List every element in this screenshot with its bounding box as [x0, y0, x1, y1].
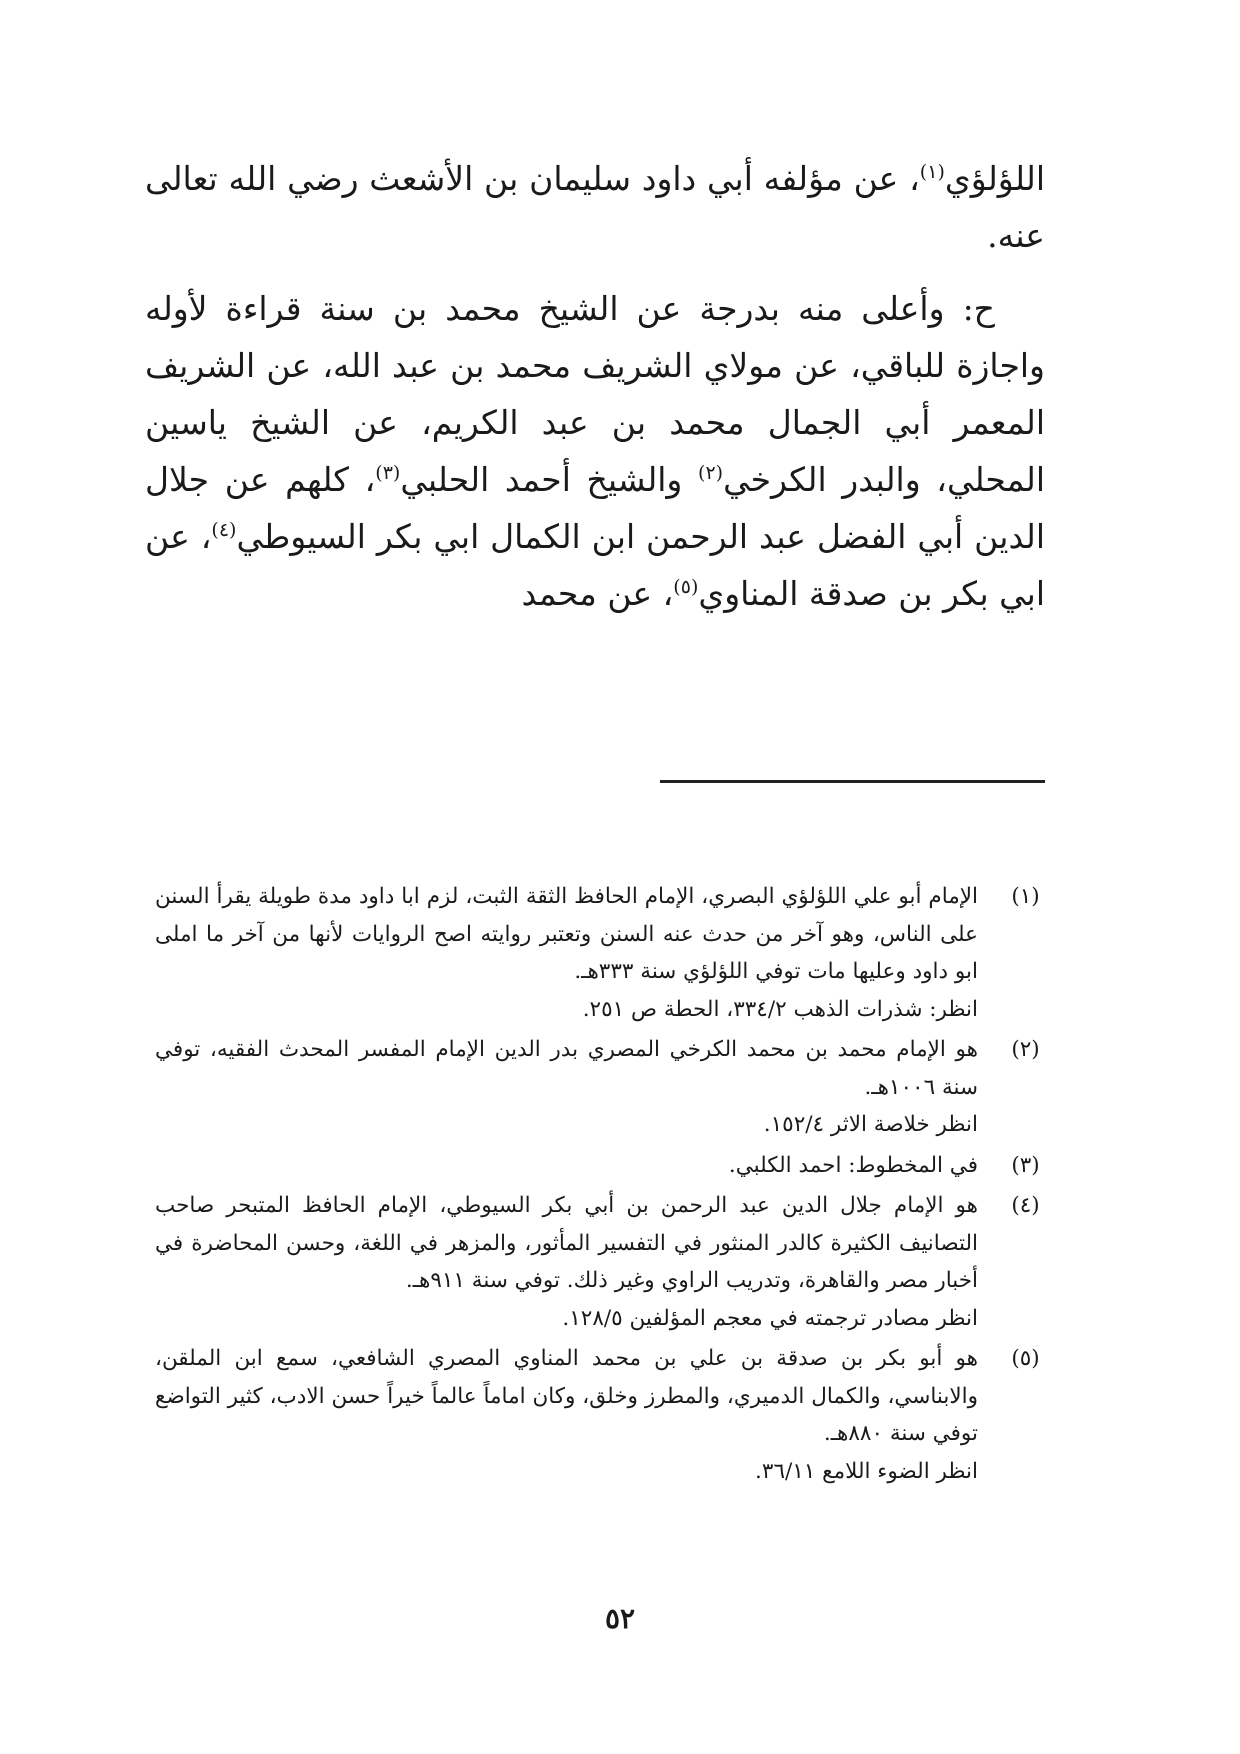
- text-segment: والشيخ أحمد الحلبي: [400, 460, 699, 499]
- footnote-4: [155, 1187, 1048, 1337]
- text-segment: ح: وأعلى منه بدرجة عن الشيخ محمد بن سنة قراءة لأوله واجازة للباقي، عن مولاي الشريف محمد بن عبد الله، عن الشريف المعمر أبي الجمال محمد بن عبد الكريم، عن الشيخ ياسين المحلي، والبدر الكرخي: [145, 289, 1045, 499]
- footnote-text: في المخطوط: احمد الكلبي.: [728, 1152, 978, 1178]
- footnote-ref: (٣): [375, 462, 401, 484]
- footnote-number: (٥): [1011, 1346, 1040, 1371]
- footnote-3: [155, 1147, 1048, 1185]
- footnote-5: [155, 1340, 1048, 1490]
- footnote-text: الإمام أبو علي اللؤلؤي البصري، الإمام الحافظ الثقة الثبت، لزم ابا داود مدة طويلة يقرأ السنن على الناس، وهو آخر من حدث عنه السنن وتعتبر روايته اصح الروايات لأنها من آخر ما املى ابو داود وعليها مات توفي اللؤلؤي سنة ٣٣٣هـ.: [155, 884, 978, 984]
- text-segment: ، كلهم عن جلال الدين أبي الفضل عبد الرحمن ابن الكمال ابي بكر السيوطي: [145, 460, 1046, 556]
- footnote-number: (١): [1011, 884, 1040, 909]
- footnotes: [155, 878, 1048, 1493]
- text-segment: ، عن محمد: [521, 574, 674, 613]
- page-number: ٥٢: [604, 1602, 636, 1635]
- footnote-ref: (١): [919, 161, 945, 183]
- footnote-text: هو الإمام محمد بن محمد الكرخي المصري بدر الدين الإمام المفسر المحدث الفقيه، توفي سنة ١٠٠٦هـ.: [155, 1037, 978, 1100]
- footnote-number: (٤): [1011, 1193, 1040, 1218]
- footnote-number: (٢): [1011, 1037, 1040, 1062]
- text-segment: ، عن مؤلفه أبي داود سليمان بن الأشعث رضي الله تعالى عنه.: [145, 159, 1045, 255]
- footnote-source: انظر الضوء اللامع ٣٦/١١.: [755, 1458, 978, 1484]
- footnote-1: [155, 878, 1048, 1028]
- footnote-ref: (٤): [211, 519, 237, 541]
- text-segment: اللؤلؤي: [944, 159, 1045, 198]
- footnote-text: هو أبو بكر بن صدقة بن علي بن محمد المناوي المصري الشافعي، سمع ابن الملقن، والابناسي، والكمال الدميري، والمطرز وخلق، وكان اماماً عالماً خيراً حسن الادب، كثير التواضع توفي سنة ٨٨٠هـ.: [155, 1346, 978, 1446]
- footnote-source: انظر مصادر ترجمته في معجم المؤلفين ١٢٨/٥.: [562, 1305, 978, 1331]
- footnote-ref: (٢): [698, 462, 724, 484]
- footnote-ref: (٥): [673, 576, 699, 598]
- footnote-text: هو الإمام جلال الدين عبد الرحمن بن أبي بكر السيوطي، الإمام الحافظ المتبحر صاحب التصانيف الكثيرة كالدر المنثور في التفسير المأثور، والمزهر في اللغة، وحسن المحاضرة في أخبار مصر والقاهرة، وتدريب الراوي وغير ذلك. توفي سنة ٩١١هـ.: [155, 1193, 978, 1293]
- footnote-number: (٣): [1011, 1152, 1040, 1178]
- paragraph-1: [145, 150, 1045, 264]
- footnote-separator: [660, 780, 1045, 783]
- main-text: [145, 150, 1045, 622]
- text-segment: ، عن ابي بكر بن صدقة المناوي: [145, 517, 1045, 613]
- footnote-source: انظر: شذرات الذهب ٣٣٤/٢، الحطة ص ٢٥١.: [582, 996, 978, 1022]
- paragraph-2: [145, 280, 1045, 622]
- footnote-2: [155, 1031, 1048, 1144]
- footnote-source: انظر خلاصة الاثر ١٥٢/٤.: [763, 1112, 978, 1137]
